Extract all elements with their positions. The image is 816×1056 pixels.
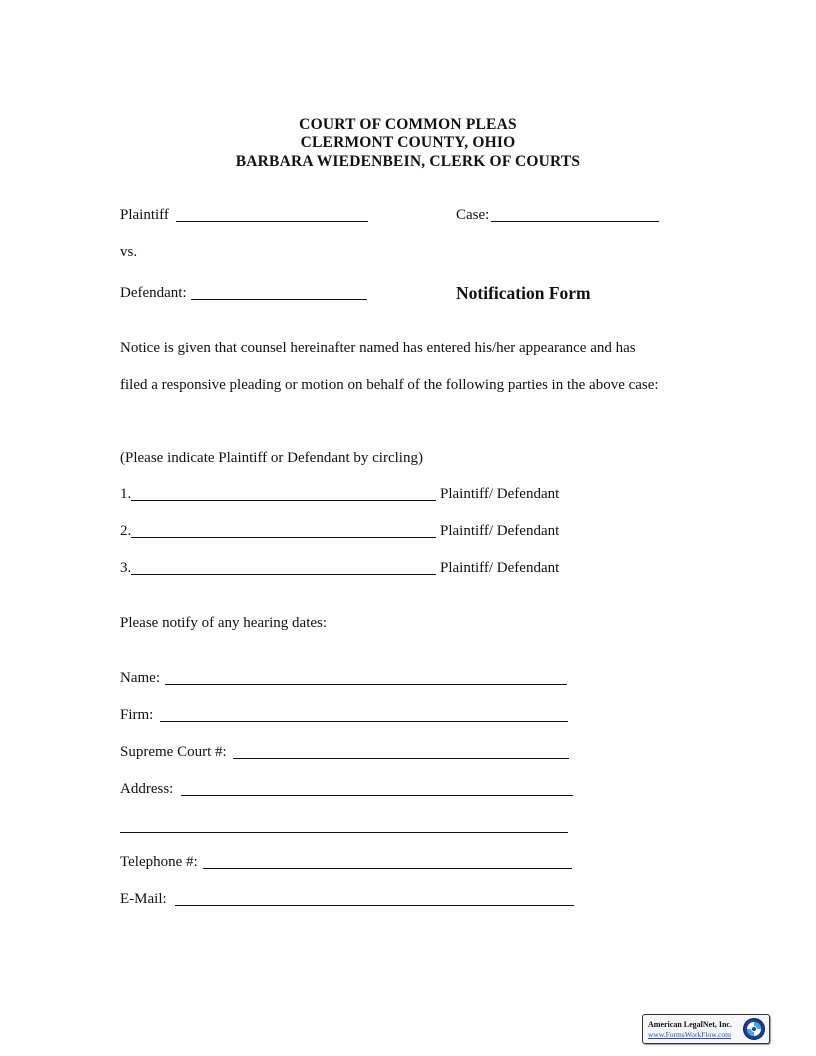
case-label: Case: bbox=[456, 207, 490, 223]
party-3-field-line[interactable] bbox=[131, 574, 436, 575]
firm-field-line[interactable] bbox=[160, 721, 568, 722]
case-field-line[interactable] bbox=[491, 221, 659, 222]
county-heading: CLERMONT COUNTY, OHIO bbox=[300, 134, 516, 151]
supreme-court-field-line[interactable] bbox=[233, 758, 569, 759]
notice-line-1: Notice is given that counsel hereinafter named has entered his/her appearance and has bbox=[120, 340, 636, 356]
address-label: Address: bbox=[120, 781, 174, 797]
american-legalnet-badge[interactable] bbox=[642, 1014, 770, 1044]
address-field-line-1[interactable] bbox=[181, 795, 573, 796]
hearing-instruction: Please notify of any hearing dates: bbox=[120, 615, 328, 631]
address-field-line-2[interactable] bbox=[120, 832, 568, 833]
firm-label: Firm: bbox=[120, 707, 154, 723]
plaintiff-field-line[interactable] bbox=[176, 221, 368, 222]
defendant-label: Defendant: bbox=[120, 285, 187, 301]
supreme-court-label: Supreme Court #: bbox=[120, 744, 227, 760]
party-number-3: 3. bbox=[120, 560, 132, 576]
party-2-choice[interactable]: Plaintiff/ Defendant bbox=[440, 523, 560, 539]
badge-url[interactable]: www.FormsWorkFlow.com bbox=[648, 1030, 732, 1039]
email-label: E-Mail: bbox=[120, 891, 167, 907]
vs-label: vs. bbox=[120, 244, 138, 260]
name-field-line[interactable] bbox=[165, 684, 567, 685]
defendant-field-line[interactable] bbox=[191, 299, 367, 300]
email-field-line[interactable] bbox=[175, 905, 574, 906]
parties-instruction: (Please indicate Plaintiff or Defendant by circling) bbox=[120, 450, 423, 466]
name-label: Name: bbox=[120, 670, 160, 686]
plaintiff-label: Plaintiff bbox=[120, 207, 169, 223]
party-number-1: 1. bbox=[120, 486, 132, 502]
party-3-choice[interactable]: Plaintiff/ Defendant bbox=[440, 560, 560, 576]
forms-workflow-logo-icon bbox=[742, 1017, 766, 1041]
court-name-heading: COURT OF COMMON PLEAS bbox=[299, 116, 517, 133]
telephone-label: Telephone #: bbox=[120, 854, 198, 870]
badge-company: American LegalNet, Inc. bbox=[648, 1020, 732, 1029]
party-1-field-line[interactable] bbox=[131, 500, 436, 501]
party-2-field-line[interactable] bbox=[131, 537, 436, 538]
party-number-2: 2. bbox=[120, 523, 132, 539]
telephone-field-line[interactable] bbox=[203, 868, 572, 869]
notice-line-2: filed a responsive pleading or motion on behalf of the following parties in the above case: bbox=[120, 377, 659, 393]
clerk-heading: BARBARA WIEDENBEIN, CLERK OF COURTS bbox=[235, 153, 581, 170]
form-title: Notification Form bbox=[456, 283, 591, 303]
party-1-choice[interactable]: Plaintiff/ Defendant bbox=[440, 486, 560, 502]
